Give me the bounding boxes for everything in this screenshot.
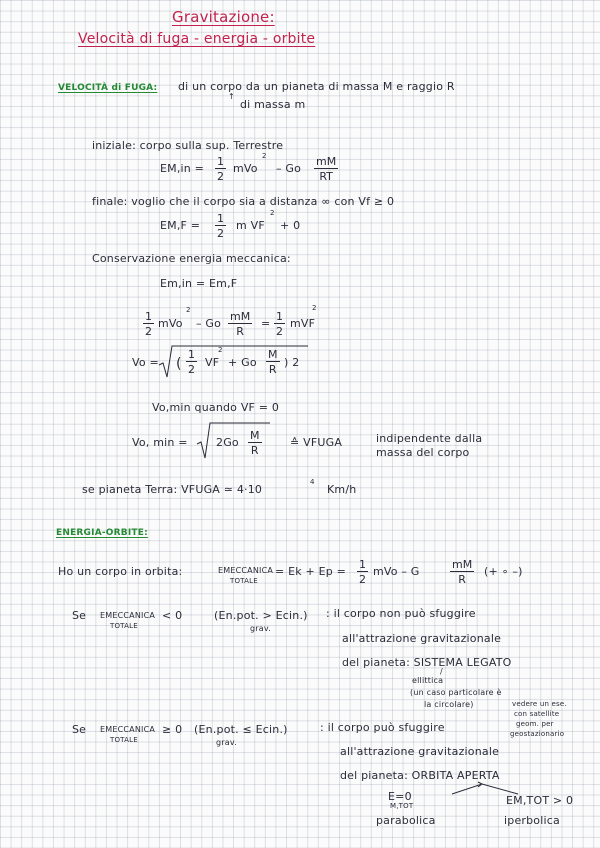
- case2-emecc: EMECCANICA: [100, 725, 156, 734]
- case2-grav: grav.: [216, 738, 237, 747]
- ellittica-note2: la circolare): [424, 700, 474, 709]
- ellittica-note1: (un caso particolare è: [410, 688, 502, 697]
- energy-orbits-heading: ENERGIA-ORBITE:: [56, 528, 148, 538]
- orbit-sign: (+ ∘ –): [484, 565, 523, 578]
- vo-lhs: Vo =: [132, 356, 159, 369]
- parabolic-label: parabolica: [376, 814, 436, 827]
- balance-frac2: $\frac{mM}{R}$: [230, 310, 251, 338]
- ellittica-side2: con satellite: [514, 710, 560, 718]
- balance-rest: mVF: [290, 317, 316, 330]
- escape-velocity-heading: VELOCITÀ di FUGA:: [58, 83, 158, 93]
- hyperbolic-eq: EM,TOT > 0: [506, 794, 574, 807]
- balance-mid: mVo: [158, 317, 183, 330]
- parabolic-eq: E=0: [388, 790, 412, 803]
- orbit-frac2: $\frac{mM}{R}$: [452, 558, 473, 586]
- final-eq-square: 2: [270, 209, 275, 217]
- initial-eq-frac1: $\frac{1}{2}$: [217, 155, 224, 183]
- case2-condition: ≥ 0: [162, 723, 183, 736]
- vomin-frac: $\frac{M}{R}$: [250, 429, 260, 457]
- vomin-label: Vo,min quando VF = 0: [152, 401, 280, 414]
- initial-eq-frac2: $\frac{mM}{RT}$: [316, 155, 337, 183]
- independent-line1: indipendente dalla: [376, 432, 483, 445]
- escape-intro-line2: di massa m: [240, 98, 306, 111]
- balance-square1: 2: [186, 306, 191, 314]
- final-eq-rest: m VF: [236, 219, 265, 232]
- ellittica-label: ellittica: [412, 676, 444, 685]
- initial-eq-lhs: EM,in =: [160, 162, 205, 175]
- case2-line3: del pianeta: ORBITA APERTA: [340, 769, 500, 782]
- vo-paren-open: (: [176, 356, 182, 372]
- escape-intro-arrow: ↑: [228, 92, 235, 101]
- vo-frac1: $\frac{1}{2}$: [188, 348, 195, 376]
- parabolic-sub: M,TOT: [390, 802, 414, 810]
- vo-close: ) 2: [284, 356, 300, 369]
- vo-vf: VF: [205, 356, 220, 369]
- case1-emecc: EMECCANICA: [100, 611, 156, 620]
- ellittica-side4: geostazionario: [510, 730, 565, 738]
- page-subtitle: Velocità di fuga - energia - orbite: [78, 31, 316, 47]
- case2-line2: all'attrazione gravitazionale: [340, 745, 500, 758]
- orbit-totale: TOTALE: [230, 577, 258, 585]
- vo-square: 2: [218, 346, 223, 354]
- vomin-definition: ≙ VFUGA: [290, 436, 343, 449]
- case1-grav: grav.: [250, 624, 271, 633]
- final-eq-frac: $\frac{1}{2}$: [217, 212, 224, 240]
- independent-line2: massa del corpo: [376, 446, 470, 459]
- case1-line1: : il corpo non può sfuggire: [326, 607, 476, 620]
- orbit-mid: mVo – G: [373, 565, 420, 578]
- ellittica-arrow: /: [440, 667, 443, 676]
- case2-line1: : il corpo può sfuggire: [320, 721, 445, 734]
- earth-exponent: 4: [310, 478, 315, 486]
- orbit-line-start: Ho un corpo in orbita:: [58, 565, 183, 578]
- case1-condition: < 0: [162, 609, 183, 622]
- case2-totale: TOTALE: [110, 736, 138, 744]
- ellittica-side1: vedere un ese.: [512, 700, 567, 708]
- balance-minus: – Go: [196, 317, 222, 330]
- vo-frac2: $\frac{M}{R}$: [268, 348, 278, 376]
- balance-square2: 2: [312, 304, 317, 312]
- case1-line3: del pianeta: SISTEMA LEGATO: [342, 656, 512, 669]
- final-eq-lhs: EM,F =: [160, 219, 201, 232]
- balance-equals: =: [261, 317, 271, 330]
- final-label: finale: voglio che il corpo sia a distanza ∞ con Vf ≥ 0: [92, 195, 395, 208]
- escape-intro-line1: di un corpo da un pianeta di massa M e raggio R: [178, 80, 455, 93]
- ellittica-side3: geom. per: [516, 720, 554, 728]
- case2-paren: (En.pot. ≤ Ecin.): [194, 723, 288, 736]
- earth-escape-velocity: se pianeta Terra: VFUGA ≃ 4·10: [82, 483, 263, 496]
- hyperbolic-label: iperbolica: [504, 814, 560, 827]
- initial-label: iniziale: corpo sulla sup. Terrestre: [92, 139, 284, 152]
- balance-frac1: $\frac{1}{2}$: [145, 310, 152, 338]
- vo-plus: + Go: [228, 356, 257, 369]
- vomin-2go: 2Go: [216, 436, 239, 449]
- case2-se: Se: [72, 723, 87, 736]
- case1-line2: all'attrazione gravitazionale: [342, 632, 502, 645]
- balance-frac3: $\frac{1}{2}$: [276, 310, 283, 338]
- case1-paren: (En.pot. > Ecin.): [214, 609, 308, 622]
- conservation-label: Conservazione energia meccanica:: [92, 252, 291, 265]
- orbit-emecc: EMECCANICA: [218, 566, 274, 575]
- page-title: Gravitazione:: [172, 8, 275, 26]
- conservation-eq: Em,in = Em,F: [160, 277, 238, 290]
- initial-eq-mid: mVo: [233, 162, 258, 175]
- case1-totale: TOTALE: [110, 622, 138, 630]
- initial-eq-minus: – Go: [276, 162, 302, 175]
- initial-eq-square: 2: [262, 152, 267, 160]
- orbit-frac1: $\frac{1}{2}$: [359, 558, 366, 586]
- final-eq-tail: + 0: [280, 219, 301, 232]
- vomin-lhs: Vo, min =: [132, 436, 188, 449]
- earth-unit: Km/h: [327, 483, 357, 496]
- case1-se: Se: [72, 609, 87, 622]
- orbit-eq: = Ek + Ep =: [275, 565, 347, 578]
